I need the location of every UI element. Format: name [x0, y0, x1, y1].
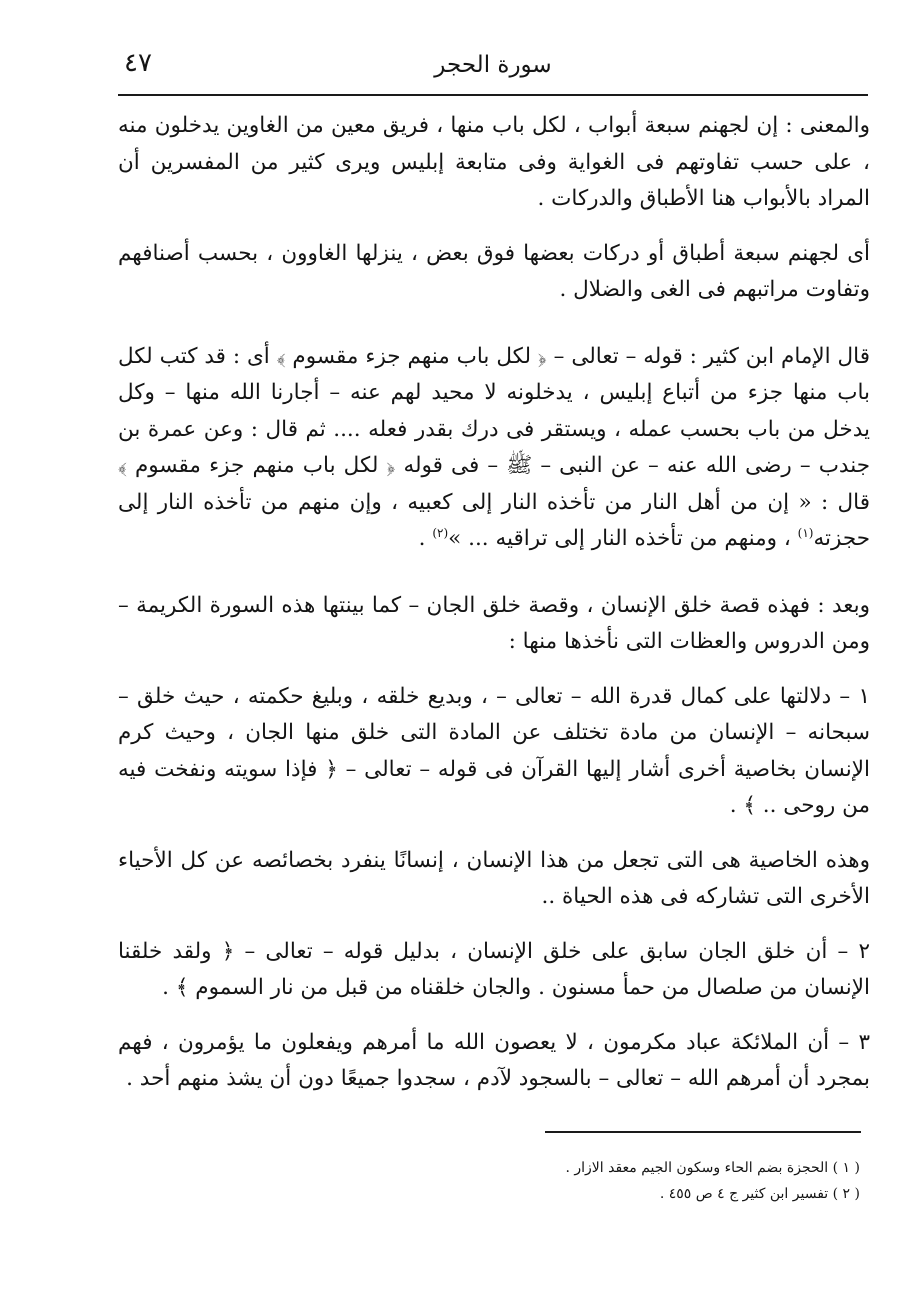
- ibn-kathir-quote-part1: قال الإمام ابن كثير : قوله – تعالى – ﴿ لكل باب منهم جزء مقسوم ﴾ أى : قد كتب لكل باب منها جزء من أتباع إبليس ، يدخلونه لا محيد لهم عنه – أجارنا الله منها – وكل يدخل من باب بحسب عمله ، ويستقر فى درك بقدر فعله .... ثم قال : وعن عمرة بن جندب – رضى الله عنه – عن النبى – ﷺ – فى قوله ﴿ لكل باب منهم جزء مقسوم ﴾ قال : « إن من أهل النار من تأخذه النار إلى كعبيه ، وإن منهم من تأخذه النار إلى حجزته: [118, 343, 870, 551]
- header-rule: [118, 94, 868, 96]
- ibn-kathir-quote-part2: ، ومنهم من تأخذه النار إلى تراقيه ... »: [448, 526, 791, 551]
- body-text: [118, 108, 870, 1098]
- surah-title: سورة الحجر: [434, 52, 552, 78]
- footnotes: [330, 1155, 860, 1207]
- lesson-1: ١ – دلالتها على كمال قدرة الله – تعالى – ، وبديع خلقه ، وبليغ حكمته ، حيث خلق – سبحانه – الإنسان من مادة تختلف عن المادة التى خلق منها الجان ، وحيث كرم الإنسان بخاصية أخرى أشار إليها القرآن فى قوله – تعالى – ﴿ فإذا سويته ونفخت فيه من روحى .. ﴾ .: [118, 683, 870, 818]
- lesson-2: ٢ – أن خلق الجان سابق على خلق الإنسان ، بدليل قوله – تعالى – ﴿ ولقد خلقنا الإنسان من صلصال من حمأ مسنون . والجان خلقناه من قبل من نار السموم ﴾ .: [118, 938, 870, 1000]
- paragraph-layers: أى لجهنم سبعة أطباق أو دركات بعضها فوق بعض ، ينزلها الغاوون ، بحسب أصنافهم وتفاوت مراتبهم فى الغى والضلال .: [118, 240, 870, 302]
- footnote-2: ( ٢ ) تفسير ابن كثير ج ٤ ص ٤٥٥ .: [659, 1186, 860, 1202]
- ibn-kathir-quote-end: .: [418, 526, 426, 551]
- lesson-3: ٣ – أن الملائكة عباد مكرمون ، لا يعصون الله ما أمرهم ويفعلون ما يؤمرون ، فهم بمجرد أن أمرهم الله – تعالى – بالسجود لآدم ، سجدوا جميعًا دون أن يشذ منهم أحد .: [118, 1029, 870, 1091]
- paragraph-meaning: والمعنى : إن لجهنم سبعة أبواب ، لكل باب منها ، فريق معين من الغاوين يدخلون منه ، على حسب تفاوتهم فى الغواية وفى متابعة إبليس ويرى كثير من المفسرين أن المراد بالأبواب هنا الأطباق والدركات .: [118, 113, 870, 211]
- paragraph-human-trait: وهذه الخاصية هى التى تجعل من هذا الإنسان ، إنسانًا ينفرد بخصائصه عن كل الأحياء الأخرى التى تشاركه فى هذه الحياة ..: [118, 847, 870, 909]
- paragraph-ibn-kathir: [118, 339, 870, 558]
- footnote-1: ( ١ ) الحجزة بضم الحاء وسكون الجيم معقد الازار .: [565, 1160, 860, 1176]
- paragraph-lessons-intro: وبعد : فهذه قصة خلق الإنسان ، وقصة خلق الجان – كما بينتها هذه السورة الكريمة – ومن الدروس والعظات التى نأخذها منها :: [118, 592, 870, 654]
- page-header: [118, 38, 868, 96]
- footnote-ref-1: (١): [797, 525, 814, 540]
- page-number: ٤٧: [124, 48, 152, 78]
- footnote-rule: [545, 1131, 861, 1133]
- footnote-ref-2: (٢): [432, 525, 449, 540]
